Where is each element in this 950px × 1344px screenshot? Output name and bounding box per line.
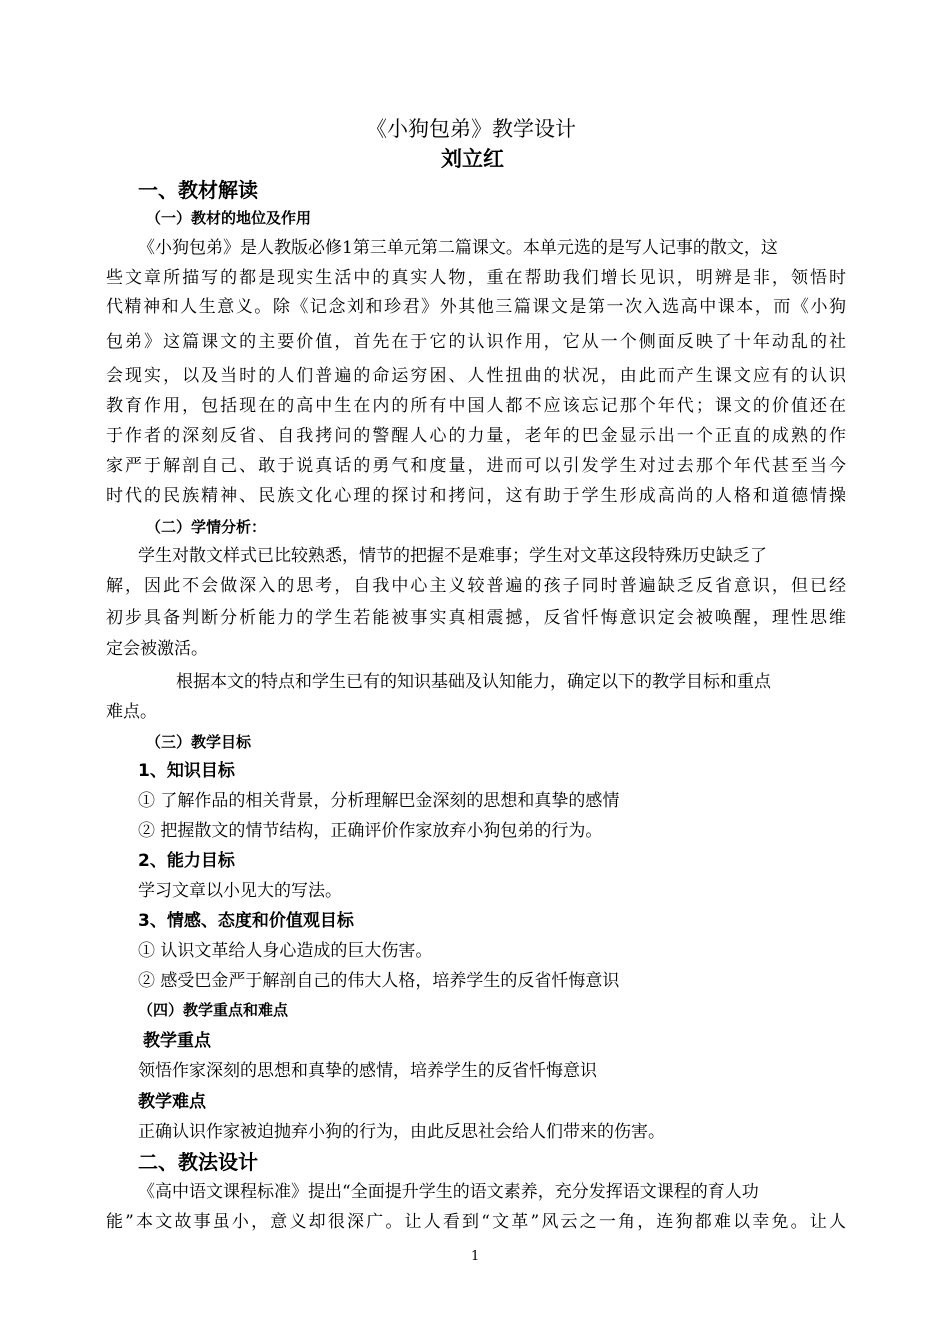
key-point-text: 领悟作家深刻的思想和真挚的感情，培养学生的反省忏悔意识 (138, 1061, 597, 1081)
key-point-heading: 教学重点 (143, 1031, 211, 1051)
page-number: 1 (471, 1249, 480, 1264)
section-heading-2: 二、教法设计 (138, 1150, 258, 1174)
paragraph-line: 根据本文的特点和学生已有的知识基础及认知能力，确定以下的教学目标和重点 (176, 672, 771, 692)
paragraph-line: 能”本文故事虽小，意义却很深广。让人看到“文革”风云之一角，连狗都难以幸免。让人 (106, 1212, 846, 1232)
goal-item: ② 把握散文的情节结构，正确评价作家放弃小狗包弟的行为。 (138, 821, 603, 841)
goal-item: ② 感受巴金严于解剖自己的伟大人格，培养学生的反省忏悔意识 (138, 971, 620, 991)
goal-heading-ability: 2、能力目标 (138, 851, 235, 871)
goal-heading-knowledge: 1、知识目标 (138, 761, 235, 781)
difficulty-heading: 教学难点 (138, 1092, 206, 1112)
subsection-heading-3: （三）教学目标 (146, 733, 252, 751)
paragraph-line: 家严于解剖自己、敢于说真话的勇气和度量，进而可以引发学生对过去那个年代甚至当今 (106, 456, 846, 476)
paragraph-line: 会现实，以及当时的人们普遍的命运穷困、人性扭曲的状况，由此而产生课文应有的认识 (106, 366, 846, 386)
paragraph-line: 初步具备判断分析能力的学生若能被事实真相震撼，反省忏悔意识定会被唤醒，理性思维 (106, 608, 846, 628)
document-author: 刘立红 (441, 147, 504, 171)
paragraph-line: 难点。 (106, 702, 157, 722)
subsection-heading-2: （二）学情分析： (146, 518, 267, 536)
paragraph-line: 时代的民族精神、民族文化心理的探讨和拷问，这有助于学生形成高尚的人格和道德情操 (106, 486, 846, 506)
goal-item: ① 了解作品的相关背景，分析理解巴金深刻的思想和真挚的感情 (138, 791, 620, 811)
paragraph-line: 代精神和人生意义。除《记念刘和珍君》外其他三篇课文是第一次入选高中课本，而《小狗 (106, 297, 846, 317)
document-title: 《小狗包弟》教学设计 (366, 117, 576, 141)
goal-item: ① 认识文革给人身心造成的巨大伤害。 (138, 941, 433, 961)
paragraph-line: 包弟》这篇课文的主要价值，首先在于它的认识作用，它从一个侧面反映了十年动乱的社 (106, 332, 846, 352)
paragraph-line: 教育作用，包括现在的高中生在内的所有中国人都不应该忘记那个年代；课文的价值还在 (106, 396, 846, 416)
subsection-heading-4: （四）教学重点和难点 (138, 1001, 289, 1019)
subsection-heading-1: （一）教材的地位及作用 (146, 209, 312, 227)
goal-item: 学习文章以小见大的写法。 (138, 881, 342, 901)
paragraph-line: 学生对散文样式已比较熟悉，情节的把握不是难事；学生对文革这段特殊历史缺乏了 (138, 546, 767, 566)
difficulty-text: 正确认识作家被迫抛弃小狗的行为，由此反思社会给人们带来的伤害。 (138, 1122, 665, 1142)
paragraph-line: 解，因此不会做深入的思考，自我中心主义较普遍的孩子同时普遍缺乏反省意识，但已经 (106, 576, 846, 596)
goal-heading-emotion: 3、情感、态度和价值观目标 (138, 911, 354, 931)
paragraph-line: 些文章所描写的都是现实生活中的真实人物，重在帮助我们增长见识，明辨是非，领悟时 (106, 268, 846, 288)
paragraph-line: 定会被激活。 (106, 639, 208, 659)
paragraph-line: 《高中语文课程标准》提出“全面提升学生的语文素养，充分发挥语文课程的育人功 (138, 1182, 759, 1202)
paragraph-line: 《小狗包弟》是人教版必修1第三单元第二篇课文。本单元选的是写人记事的散文，这 (138, 238, 778, 258)
paragraph-line: 于作者的深刻反省、自我拷问的警醒人心的力量，老年的巴金显示出一个正直的成熟的作 (106, 426, 846, 446)
section-heading-1: 一、教材解读 (138, 178, 258, 202)
